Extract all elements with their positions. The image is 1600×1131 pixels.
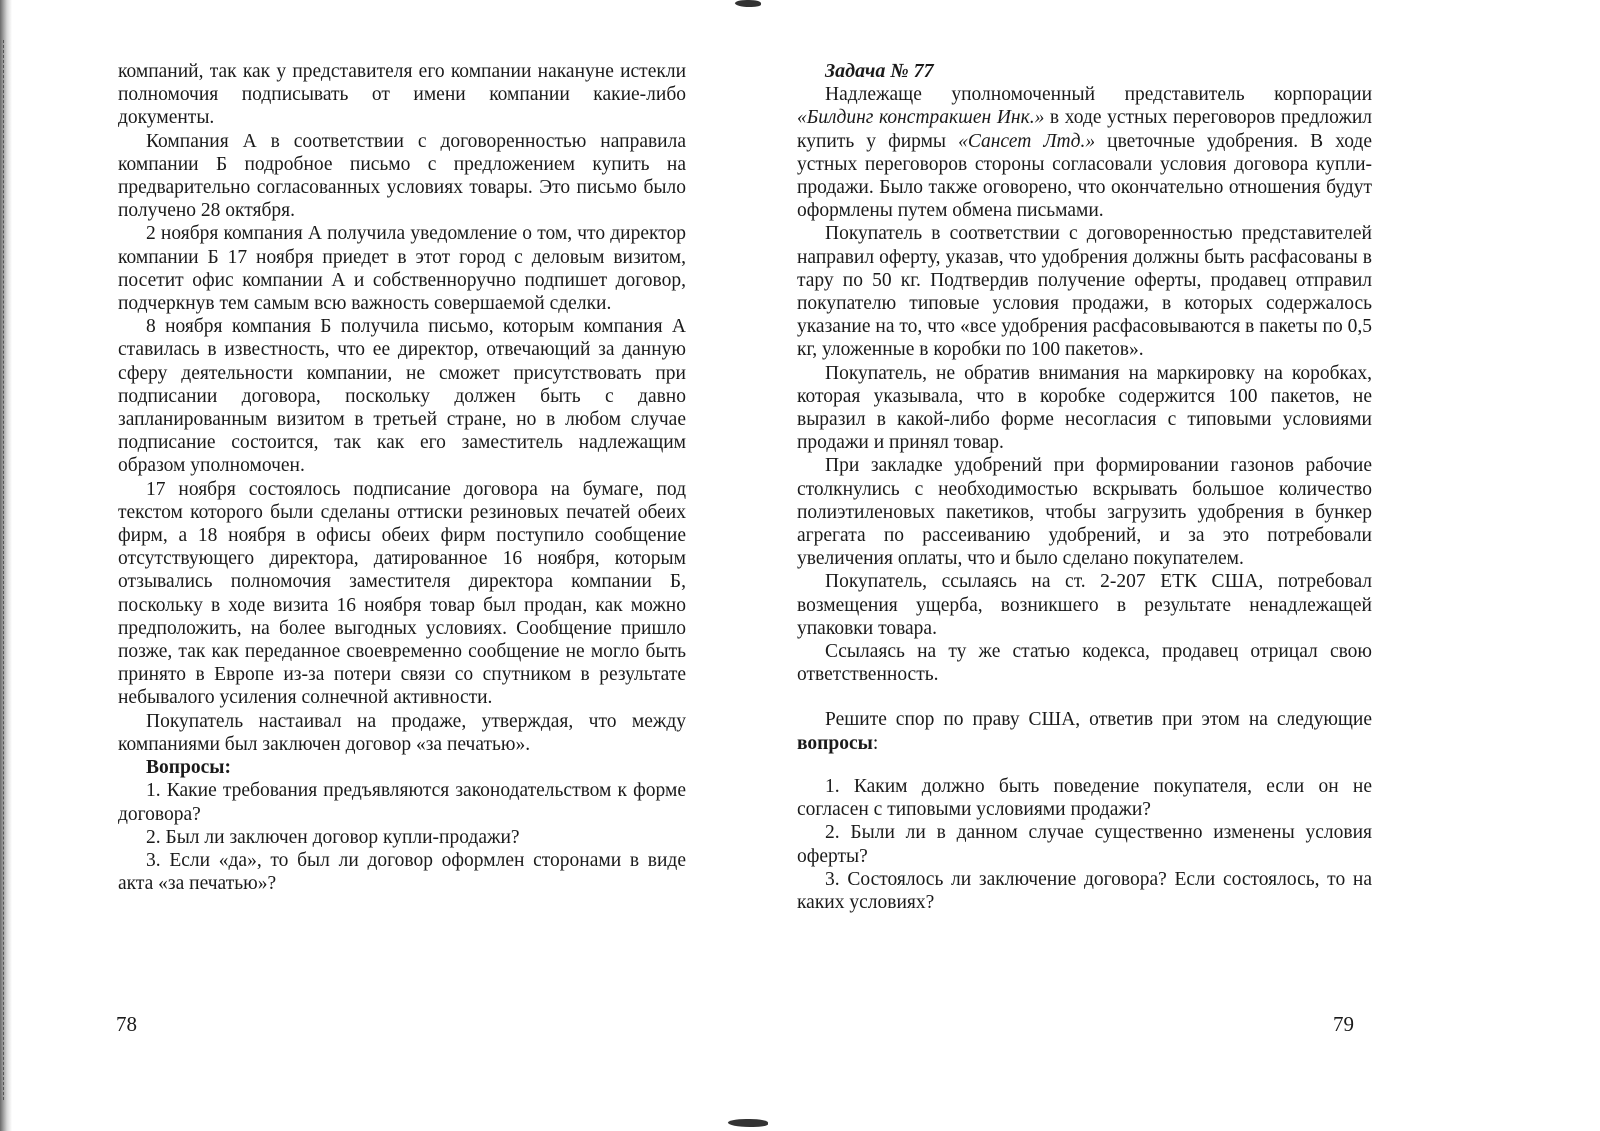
paragraph: Покупатель, ссылаясь на ст. 2-207 ЕТК США, потребовал возмещения ущерба, возникшего в результате ненадлежащей упаковки товара.	[797, 571, 1372, 639]
text-run: Надлежаще уполномоченный представитель корпорации	[825, 84, 1372, 106]
questions-word: вопросы	[797, 732, 873, 754]
paragraph: Покупатель в соответствии с договоренностью представителей направил оферту, указав, что удобрения должны быть расфасованы в тару по 50 кг. Подтвердив получение оферты, продавец отправил покупателю типовые условия продажи, в которых содержалось указание на то, что «все удобрения расфасовываются в пакеты по 0,5 кг, уложенные в коробки по 100 пакетов».	[797, 223, 1372, 361]
question-item: 1. Какие требования предъявляются законодательством к форме договора?	[118, 780, 686, 825]
question-item: 3. Состоялось ли заключение договора? Если состоялось, то на каких условиях?	[797, 868, 1372, 913]
spacer	[797, 686, 1372, 708]
paragraph: Ссылаясь на ту же статью кодекса, продавец отрицал свою ответственность.	[797, 641, 1372, 686]
text-run: :	[872, 732, 879, 754]
book-binding-edge	[0, 0, 12, 1131]
text-run: в ходе устных переговоров предложил купить у фирмы	[797, 107, 1372, 152]
prompt-paragraph	[797, 708, 1372, 754]
paragraph: Покупатель, не обратив внимания на маркировку на коробках, которая указывала, что в коробке содержится 100 пакетов, не выразил в какой-либо форме несогласия с типовыми условиями продажи и принял товар.	[797, 362, 1372, 454]
corporation-name: «Билдинг констракшен Инк.»	[797, 107, 1045, 129]
paragraph: компаний, так как у представителя его компании накануне истекли полномочия подписывать от имени компании какие-либо документы.	[118, 61, 686, 129]
questions-heading: Вопросы:	[146, 757, 231, 779]
task-title: Задача № 77	[825, 60, 934, 82]
text-run: Решите спор по праву США, ответив при этом на следующие	[825, 709, 1372, 731]
paragraph: При закладке удобрений при формировании газонов рабочие столкнулись с необходимостью вскрывать большое количество полиэтиленовых пакетиков, чтобы загрузить удобрения в бункер агрегата по рассеиванию удобрений, и за это потребовали увеличения оплаты, что и было сделано покупателем.	[797, 455, 1372, 570]
left-page	[118, 60, 686, 895]
page-number-right: 79	[1333, 1012, 1354, 1036]
question-item: 2. Были ли в данном случае существенно изменены условия оферты?	[797, 822, 1372, 867]
paragraph: Компания А в соответствии с договоренностью направила компании Б подробное письмо с предложением купить на предварительно согласованных условиях товары. Это письмо было получено 28 октября.	[118, 130, 686, 222]
binding-shadow	[3, 40, 6, 1100]
scan-artifact-bottom	[728, 1119, 768, 1127]
scan-artifact-top	[735, 0, 761, 7]
firm-name: «Сансет Лтд.»	[958, 130, 1096, 152]
paragraph: 17 ноября состоялось подписание договора на бумаге, под текстом которого были сделаны оттиски резиновых печатей обеих фирм, а 18 ноября в офисы обеих фирм поступило сообщение отсутствующего директора, датированное 16 ноября, которым отзывались полномочия заместителя директора компании Б, поскольку в ходе визита 16 ноября товар был продан, как можно предположить, на более выгодных условиях. Сообщение пришло позже, так как переданное своевременно сообщение не могло быть принято в Европе из-за потери связи со спутником в результате небывалого усиления солнечной активности.	[118, 478, 686, 709]
question-item: 1. Каким должно быть поведение покупателя, если он не согласен с типовыми условиями продажи?	[797, 775, 1372, 821]
page-number-left: 78	[116, 1012, 137, 1036]
right-page	[797, 60, 1372, 914]
paragraph	[797, 83, 1372, 222]
paragraph: Покупатель настаивал на продаже, утверждая, что между компаниями был заключен договор «за печатью».	[118, 710, 686, 755]
question-item: 2. Был ли заключен договор купли-продажи?	[146, 826, 520, 848]
paragraph: 2 ноября компания А получила уведомление о том, что директор компании Б 17 ноября приедет в этот город с деловым визитом, посетит офис компании А и собственноручно подпишет договор, подчеркнув тем самым всю важность совершаемой сделки.	[118, 223, 686, 315]
spacer	[797, 755, 1372, 775]
text-run: цветочные удобрения. В ходе устных переговоров стороны согласовали условия договора купли-продажи. Было также оговорено, что окончательно отношения будут оформлены путем обмена письмами.	[797, 130, 1372, 222]
question-item: 3. Если «да», то был ли договор оформлен сторонами в виде акта «за печатью»?	[118, 849, 686, 895]
paragraph: 8 ноября компания Б получила письмо, которым компания А ставилась в известность, что ее директор, отвечающий за данную сферу деятельности компании, не сможет присутствовать при подписании договора, поскольку должен быть с давно запланированным визитом в третьей стране, но в любом случае подписание состоится, так как его заместитель надлежащим образом уполномочен.	[118, 316, 686, 477]
